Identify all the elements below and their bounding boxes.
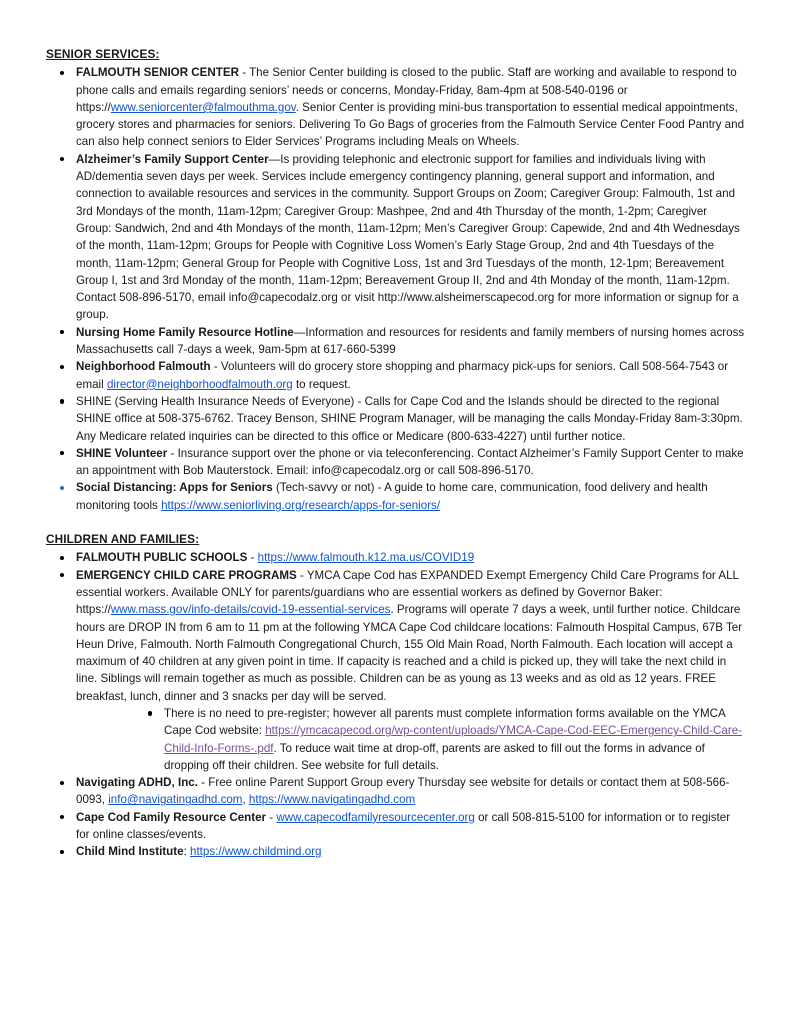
children-and-families-list — [46, 549, 745, 860]
item-title-separator: — — [293, 325, 306, 339]
subitem-body-part1: There is no need to pre-register; however all parents must complete information forms available on the YMCA Cape Cod website: — [164, 706, 726, 738]
list-item-falmouth-senior-center — [46, 64, 745, 150]
bullet-dot-icon — [148, 711, 152, 715]
bullet-dot-icon — [60, 451, 64, 455]
list-item-pre-register-note — [76, 705, 745, 774]
bullet-dot-icon — [60, 815, 64, 819]
item-title: FALMOUTH PUBLIC SCHOOLS — [76, 551, 248, 565]
item-title: EMERGENCY CHILD CARE PROGRAMS — [76, 568, 297, 582]
item-body-before-link: (Tech-savvy or not) - A guide to home care, communication, food delivery and health monitoring tools — [76, 481, 708, 512]
bullet-dot-icon — [60, 850, 64, 854]
list-item-cape-cod-family-resource-center — [46, 809, 745, 844]
list-item-child-mind-institute — [46, 843, 745, 860]
list-item-shine-volunteer — [46, 445, 745, 480]
list-item-alzheimers-family-support-center — [46, 151, 745, 324]
item-title-separator: - — [296, 568, 307, 582]
link-seniorliving-apps[interactable]: https://www.seniorliving.org/research/apps-for-seniors/ — [161, 498, 441, 512]
item-title: Alzheimer’s Family Support Center — [76, 152, 269, 166]
item-body-part1: Free online Parent Support Group every Thursday see website for details or contact them at 508-566-0093, — [76, 776, 730, 807]
item-title-separator: - — [247, 551, 258, 565]
item-body-after-link: to request. — [292, 377, 351, 391]
item-title-separator: - — [238, 66, 250, 80]
item-title: Social Distancing: Apps for Seniors — [76, 481, 273, 495]
item-body-part2: . Programs will operate 7 days a week, until further notice. Childcare hours are DROP IN from 6 am to 11 pm at the following YMCA Cape Cod childcare locations: Falmouth Hospital Campus, 67B Ter Heun Drive, Falmouth. North Falmouth Congregational Church, 155 Old Main Road, North Falmouth. Each location will accept a maximum of 40 children at any given point in time. If capacity is reached and a child is picked up, they will take the next child in line. Siblings will remain together as much as possible. Children can be as young as 13 weeks and as old as 12 years. FREE breakfast, lunch, dinner and 3 snacks per day will be served. — [76, 603, 743, 703]
link-navigatingadhd-email[interactable]: info@navigatingadhd.com — [108, 793, 243, 807]
item-title-separator: — — [268, 152, 281, 166]
link-mass-gov-essential-services[interactable]: www.mass.gov/info-details/covid-19-essential-services — [110, 603, 391, 617]
senior-services-list — [46, 64, 745, 514]
subitem-body-part2: . To reduce wait time at drop-off, parents are asked to fill out the forms in advance of dropping off their children. See website for full details. — [164, 741, 705, 772]
item-title-separator: - — [210, 360, 221, 374]
bullet-dot-icon — [60, 399, 64, 403]
list-item-neighborhood-falmouth — [46, 358, 745, 393]
item-title-separator: - — [197, 776, 209, 790]
item-title: FALMOUTH SENIOR CENTER — [76, 66, 239, 80]
item-body-before-link: The Senior Center building is closed to the public. Staff are working and available to respond to phone calls and emails regarding seniors’ needs or concerns, Monday-Friday, 8am-4pm at 508-540-0196 or https:// — [76, 66, 737, 114]
bullet-dot-icon — [60, 71, 64, 75]
item-title: Cape Cod Family Resource Center — [76, 810, 267, 824]
item-title: Nursing Home Family Resource Hotline — [76, 325, 294, 339]
section-spacer — [46, 514, 745, 531]
section-heading-senior-services: SENIOR SERVICES: — [46, 47, 160, 61]
link-childmind-org[interactable]: https://www.childmind.org — [190, 845, 322, 859]
item-body: Insurance support over the phone or via teleconferencing. Contact Alzheimer’s Family Support Center to make an appointment with Bob Mauterstock. Email: info@capecodalz.org or call 508-896-5170. — [76, 446, 744, 478]
item-body-before-link: Volunteers will do grocery store shopping and pharmacy pick-ups for seniors. Call 508-564-7543 or email — [76, 360, 729, 391]
list-item-emergency-child-care-programs — [46, 567, 745, 775]
list-item-shine — [46, 393, 745, 445]
link-seniorcenter-email[interactable]: www.seniorcenter@falmouthma.gov — [110, 100, 296, 114]
link-neighborhood-falmouth-email[interactable]: director@neighborhoodfalmouth.org — [106, 377, 293, 391]
item-title: Navigating ADHD, Inc. — [76, 776, 198, 790]
bullet-dot-icon — [60, 330, 64, 334]
link-falmouth-public-schools-covid19[interactable]: https://www.falmouth.k12.ma.us/COVID19 — [257, 551, 475, 565]
bullet-dot-icon — [60, 157, 64, 161]
item-title-separator: : — [183, 845, 191, 859]
item-title-separator: - — [266, 810, 277, 824]
link-capecodfamilyresourcecenter[interactable]: www.capecodfamilyresourcecenter.org — [276, 810, 475, 824]
document-body — [46, 46, 745, 861]
bullet-dot-icon — [60, 365, 64, 369]
item-body-part1: YMCA Cape Cod has EXPANDED Exempt Emergency Child Care Programs for ALL essential workers. Available ONLY for parents/guardians who are essential workers as defined by Governor Baker: https:// — [76, 568, 739, 617]
list-item-falmouth-public-schools — [46, 549, 745, 566]
item-body: Information and resources for residents and family members of nursing homes across Massachusetts call 7-days a week, 9am-5pm at 617-660-5399 — [76, 325, 745, 357]
item-body-after-link: . Senior Center is providing mini-bus transportation to essential medical appointments, grocery stores and pharmacies for seniors. Delivering To Go Bags of groceries from the Falmouth Service Center Food Pantry and can also help connect seniors to Elder Services’ Programs including Meals on Wheels. — [76, 100, 745, 149]
bullet-dot-icon — [60, 573, 64, 577]
item-title: SHINE Volunteer — [76, 446, 168, 460]
item-title-separator: - — [167, 446, 178, 460]
bullet-dot-icon — [60, 486, 64, 490]
link-navigatingadhd-website[interactable]: https://www.navigatingadhd.com — [248, 793, 416, 807]
link-ymca-child-info-forms-pdf[interactable]: https://ymcacapecod.org/wp-content/uploads/YMCA-Cape-Cod-EEC-Emergency-Child-Care-Child-Info-Forms-.pdf — [164, 724, 743, 755]
emergency-child-care-subitems — [76, 705, 745, 774]
item-body: Is providing telephonic and electronic support for families and individuals living with AD/dementia seven days per week. Services include emergency contingency planning, general support and information, and connection to available resources and services in the community. Support Groups on Zoom; Caregiver Group: Falmouth, 1st and 3rd Mondays of the month, 11am-12pm; Caregiver Group: Mashpee, 2nd and 4th Thursday of the month, 1-2pm; Caregiver Group: Sandwich, 2nd and 4th Mondays of the month, 11am-12pm; Men’s Caregiver Group: Capewide, 2nd and 4th Wednesdays of the month, 11am-12pm; Groups for People with Cognitive Loss Women’s Early Stage Group, 2nd and 4th Tuesdays of the month, 11am-12pm; General Group for People with Cognitive Loss, 1st and 3rd Tuesdays of the month, 12-1pm; Bereavement Group I, 1st and 3rd Monday of the month, 11am-12pm; Bereavement Group II, 2nd and 4th Monday of the month, 11am-12pm. Contact 508-896-5170, email info@capecodalz.org or visit http://www.alsheimerscapecod.org for more information or signup for a group. — [76, 152, 740, 322]
section-heading-children-and-families: CHILDREN AND FAMILIES: — [46, 532, 200, 547]
item-body: SHINE (Serving Health Insurance Needs of Everyone) - Calls for Cape Cod and the Islands should be directed to the regional SHINE office at 508-375-6762. Tracey Benson, SHINE Program Manager, will be managing the calls Monday-Friday 8am-3:30pm. Any Medicare related inquiries can be directed to this office or Medicare (800-633-4227) until further notice. — [76, 394, 743, 443]
list-item-social-distancing-apps-for-seniors — [46, 479, 745, 514]
list-item-nursing-home-family-resource-hotline — [46, 324, 745, 359]
item-body-part2: or call 508-815-5100 for information or to register for online classes/events. — [76, 810, 731, 842]
bullet-dot-icon — [60, 556, 64, 560]
bullet-dot-icon — [60, 781, 64, 785]
item-title: Neighborhood Falmouth — [76, 360, 211, 374]
item-title: Child Mind Institute — [76, 845, 184, 859]
item-body-part2: , — [242, 793, 249, 807]
list-item-navigating-adhd — [46, 774, 745, 809]
